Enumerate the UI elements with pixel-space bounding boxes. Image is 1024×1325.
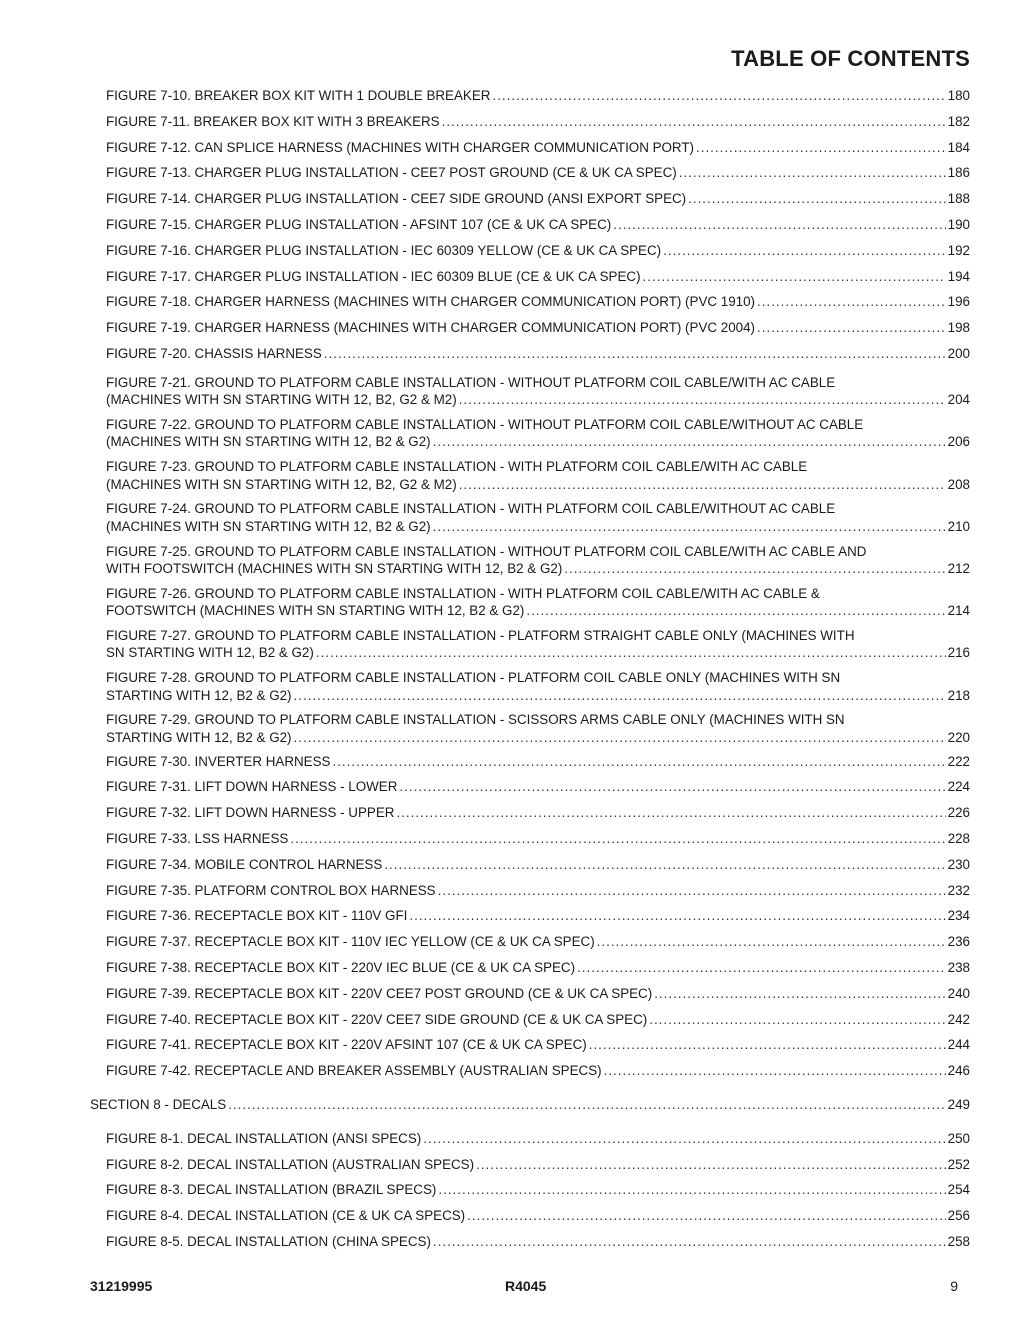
toc-entry-title-continued: (MACHINES WITH SN STARTING WITH 12, B2 & G2) [106,434,431,450]
dot-leader [663,243,946,258]
dot-leader [423,1131,945,1146]
toc-entry[interactable] [106,500,970,535]
toc-entry[interactable] [106,1012,970,1038]
toc-entry[interactable] [106,416,970,451]
dot-leader [409,908,945,923]
dot-leader [433,518,946,535]
toc-page-number: 206 [947,434,970,450]
dot-leader [696,140,946,155]
toc-entry-title: FIGURE 7-33. LSS HARNESS [106,830,289,846]
dot-leader [459,391,946,408]
toc-entry-title: FIGURE 7-37. RECEPTACLE BOX KIT - 110V IEC YELLOW (CE & UK CA SPEC) [106,934,595,950]
toc-entry-title: FIGURE 7-39. RECEPTACLE BOX KIT - 220V CEE7 POST GROUND (CE & UK CA SPEC) [106,985,653,1001]
toc-entry-title-continued: FOOTSWITCH (MACHINES WITH SN STARTING WITH 12, B2 & G2) [106,603,525,619]
toc-page-number: 214 [947,603,970,619]
toc-entry[interactable] [106,88,970,114]
toc-entry[interactable] [106,986,970,1012]
toc-entry[interactable] [106,960,970,986]
dot-leader [384,857,945,872]
toc-entry[interactable] [106,458,970,493]
toc-entry[interactable] [106,294,970,320]
toc-entry-title-continued: STARTING WITH 12, B2 & G2) [106,729,292,745]
dot-leader [316,644,946,661]
section-title: SECTION 8 - DECALS [90,1096,227,1112]
toc-page-number: 212 [947,560,970,576]
toc-page-number: 216 [947,645,970,661]
dot-leader [679,165,946,180]
toc-entry-title-continued: WITH FOOTSWITCH (MACHINES WITH SN STARTING WITH 12, B2 & G2) [106,560,563,576]
dot-leader [476,1157,946,1172]
toc-entry[interactable] [106,165,970,191]
dot-leader [492,88,945,103]
toc-entry-title: FIGURE 7-38. RECEPTACLE BOX KIT - 220V IEC BLUE (CE & UK CA SPEC) [106,959,576,975]
toc-page-number: 182 [947,113,970,129]
toc-entry-title: FIGURE 7-41. RECEPTACLE BOX KIT - 220V AFSINT 107 (CE & UK CA SPEC) [106,1037,587,1053]
dot-leader [294,729,946,746]
toc-page-number: 240 [947,985,970,1001]
toc-entry-title: FIGURE 7-34. MOBILE CONTROL HARNESS [106,856,383,872]
dot-leader [294,687,946,704]
toc-page-number: 230 [947,856,970,872]
toc-page-number: 224 [947,779,970,795]
toc-entry[interactable] [106,1063,970,1089]
toc-entry[interactable] [106,779,970,805]
toc-page-number: 232 [947,882,970,898]
dot-leader [526,602,945,619]
toc-entry-title: FIGURE 7-40. RECEPTACLE BOX KIT - 220V CEE7 SIDE GROUND (CE & UK CA SPEC) [106,1011,648,1027]
toc-entry-title-continued: (MACHINES WITH SN STARTING WITH 12, B2, G2 & M2) [106,476,457,492]
toc-page-number: 188 [947,191,970,207]
dot-leader [649,1012,945,1027]
toc-entry[interactable] [106,374,970,409]
toc-entry-title: FIGURE 7-29. GROUND TO PLATFORM CABLE INSTALLATION - SCISSORS ARMS CABLE ONLY (MACHINES WITH SN [106,712,845,728]
toc-entry-title: FIGURE 7-24. GROUND TO PLATFORM CABLE INSTALLATION - WITH PLATFORM COIL CABLE/WITHOUT AC CABLE [106,501,836,517]
toc-page-number: 210 [947,518,970,534]
revision-code: R4045 [505,1278,547,1294]
toc-entry[interactable] [106,908,970,934]
toc-entry-title-continued: (MACHINES WITH SN STARTING WITH 12, B2 & G2) [106,518,431,534]
toc-entry[interactable] [106,346,970,372]
dot-leader [604,1063,946,1078]
dot-leader [577,960,946,975]
dot-leader [467,1208,946,1223]
dot-leader [459,476,946,493]
toc-entry-title: FIGURE 7-27. GROUND TO PLATFORM CABLE INSTALLATION - PLATFORM STRAIGHT CABLE ONLY (MACHINES WITH [106,627,855,643]
toc-entry[interactable] [106,585,970,620]
toc-entry[interactable] [106,711,970,746]
toc-entry-title: FIGURE 7-11. BREAKER BOX KIT WITH 3 BREAKERS [106,113,440,129]
dot-leader [438,883,946,898]
toc-page-number: 252 [947,1156,970,1172]
page-number: 9 [950,1278,958,1294]
dot-leader [399,779,945,794]
table-of-contents [90,88,970,1260]
dot-leader [433,433,946,450]
toc-page-number: 180 [947,88,970,103]
toc-entry-title-continued: (MACHINES WITH SN STARTING WITH 12, B2, G2 & M2) [106,392,457,408]
toc-entry[interactable] [106,831,970,857]
toc-page-number: 244 [947,1037,970,1053]
dot-leader [438,1182,945,1197]
toc-entry-title: FIGURE 7-26. GROUND TO PLATFORM CABLE INSTALLATION - WITH PLATFORM COIL CABLE/WITH AC CABLE & [106,585,820,601]
dot-leader [643,269,946,284]
toc-section-entry[interactable] [90,1097,970,1123]
toc-page-number: 250 [947,1130,970,1146]
toc-page-number: 192 [947,242,970,258]
toc-page-number: 228 [947,830,970,846]
toc-page-number: 198 [947,320,970,336]
toc-entry[interactable] [106,1182,970,1208]
toc-entry[interactable] [106,627,970,662]
dot-leader [324,346,946,361]
toc-entry[interactable] [106,883,970,909]
toc-entry-title: FIGURE 7-15. CHARGER PLUG INSTALLATION - AFSINT 107 (CE & UK CA SPEC) [106,216,612,232]
toc-entry-title: FIGURE 7-28. GROUND TO PLATFORM CABLE INSTALLATION - PLATFORM COIL CABLE ONLY (MACHINES WITH SN [106,670,841,686]
dot-leader [228,1097,945,1112]
toc-entry-title: FIGURE 7-25. GROUND TO PLATFORM CABLE INSTALLATION - WITHOUT PLATFORM COIL CABLE/WITH AC CABLE AND [106,543,867,559]
toc-page-number: 254 [947,1182,970,1198]
dot-leader [654,986,945,1001]
toc-page-number: 200 [947,345,970,361]
toc-entry-title: FIGURE 7-13. CHARGER PLUG INSTALLATION - CEE7 POST GROUND (CE & UK CA SPEC) [106,165,677,181]
toc-page-number: 194 [947,268,970,284]
toc-page-number: 249 [947,1096,970,1112]
toc-entry[interactable] [106,217,970,243]
toc-page-number: 196 [947,294,970,310]
toc-entry-title-continued: STARTING WITH 12, B2 & G2) [106,687,292,703]
toc-entry-title: FIGURE 7-36. RECEPTACLE BOX KIT - 110V GFI [106,908,408,924]
toc-entry[interactable] [106,1208,970,1234]
toc-entry-title: FIGURE 7-23. GROUND TO PLATFORM CABLE INSTALLATION - WITH PLATFORM COIL CABLE/WITH AC CABLE [106,459,808,475]
toc-entry[interactable] [106,543,970,578]
toc-entry[interactable] [106,320,970,346]
toc-entry-title: FIGURE 7-30. INVERTER HARNESS [106,753,331,769]
toc-entry-title: FIGURE 8-4. DECAL INSTALLATION (CE & UK CA SPECS) [106,1208,466,1224]
dot-leader [597,934,946,949]
dot-leader [688,191,946,206]
toc-entry-title: FIGURE 8-3. DECAL INSTALLATION (BRAZIL SPECS) [106,1182,437,1198]
toc-page-number: 204 [947,392,970,408]
toc-entry-title: FIGURE 7-35. PLATFORM CONTROL BOX HARNESS [106,882,436,898]
toc-page-number: 256 [947,1208,970,1224]
toc-entry-title: FIGURE 7-14. CHARGER PLUG INSTALLATION - CEE7 SIDE GROUND (ANSI EXPORT SPEC) [106,191,687,207]
toc-entry-title: FIGURE 7-10. BREAKER BOX KIT WITH 1 DOUBLE BREAKER [106,88,491,103]
toc-entry[interactable] [106,114,970,140]
toc-entry-title: FIGURE 7-20. CHASSIS HARNESS [106,345,322,361]
toc-entry[interactable] [106,1037,970,1063]
dot-leader [757,320,946,335]
document-number: 31219995 [90,1278,153,1294]
dot-leader [332,754,945,769]
toc-page-number: 186 [947,165,970,181]
toc-entry[interactable] [106,754,970,780]
toc-entry[interactable] [106,857,970,883]
toc-page-number: 184 [947,139,970,155]
dot-leader [613,217,945,232]
dot-leader [589,1037,946,1052]
toc-page-number: 242 [947,1011,970,1027]
toc-page-number: 218 [947,687,970,703]
toc-page-number: 208 [947,476,970,492]
toc-page-number: 258 [947,1233,970,1249]
toc-entry-title: FIGURE 7-17. CHARGER PLUG INSTALLATION - IEC 60309 BLUE (CE & UK CA SPEC) [106,268,641,284]
toc-entry[interactable] [106,140,970,166]
toc-page-number: 246 [947,1063,970,1079]
toc-entry[interactable] [106,934,970,960]
page-title: TABLE OF CONTENTS [731,46,970,71]
toc-entry-title: FIGURE 8-5. DECAL INSTALLATION (CHINA SPECS) [106,1233,431,1249]
toc-entry-title: FIGURE 7-31. LIFT DOWN HARNESS - LOWER [106,779,398,795]
toc-entry[interactable] [106,1234,970,1260]
toc-entry-title: FIGURE 7-12. CAN SPLICE HARNESS (MACHINES WITH CHARGER COMMUNICATION PORT) [106,139,695,155]
dot-leader [433,1234,946,1249]
toc-entry-title: FIGURE 7-19. CHARGER HARNESS (MACHINES WITH CHARGER COMMUNICATION PORT) (PVC 2004) [106,320,756,336]
dot-leader [290,831,945,846]
toc-entry[interactable] [106,243,970,269]
toc-page-number: 238 [947,959,970,975]
toc-entry-title: FIGURE 7-16. CHARGER PLUG INSTALLATION - IEC 60309 YELLOW (CE & UK CA SPEC) [106,242,662,258]
toc-entry-title: FIGURE 7-18. CHARGER HARNESS (MACHINES WITH CHARGER COMMUNICATION PORT) (PVC 1910) [106,294,756,310]
toc-entry-title: FIGURE 7-22. GROUND TO PLATFORM CABLE INSTALLATION - WITHOUT PLATFORM COIL CABLE/WITHOUT AC CABLE [106,416,864,432]
toc-entry-title: FIGURE 7-42. RECEPTACLE AND BREAKER ASSEMBLY (AUSTRALIAN SPECS) [106,1063,602,1079]
toc-entry[interactable] [106,669,970,704]
toc-page-number: 226 [947,805,970,821]
dot-leader [564,560,945,577]
toc-page-number: 190 [947,216,970,232]
toc-entry[interactable] [106,805,970,831]
dot-leader [757,294,946,309]
toc-page-number: 236 [947,934,970,950]
toc-entry-title-continued: SN STARTING WITH 12, B2 & G2) [106,645,314,661]
toc-entry[interactable] [106,191,970,217]
toc-entry-title: FIGURE 8-2. DECAL INSTALLATION (AUSTRALIAN SPECS) [106,1156,475,1172]
dot-leader [396,805,945,820]
toc-page-number: 220 [947,729,970,745]
toc-entry-title: FIGURE 7-21. GROUND TO PLATFORM CABLE INSTALLATION - WITHOUT PLATFORM COIL CABLE/WITH AC CABLE [106,374,836,390]
toc-page-number: 234 [947,908,970,924]
dot-leader [442,114,946,129]
toc-entry[interactable] [106,269,970,295]
toc-entry-title: FIGURE 7-32. LIFT DOWN HARNESS - UPPER [106,805,395,821]
toc-entry-title: FIGURE 8-1. DECAL INSTALLATION (ANSI SPECS) [106,1130,422,1146]
toc-entry[interactable] [106,1157,970,1183]
toc-entry[interactable] [106,1131,970,1157]
toc-page-number: 222 [947,753,970,769]
